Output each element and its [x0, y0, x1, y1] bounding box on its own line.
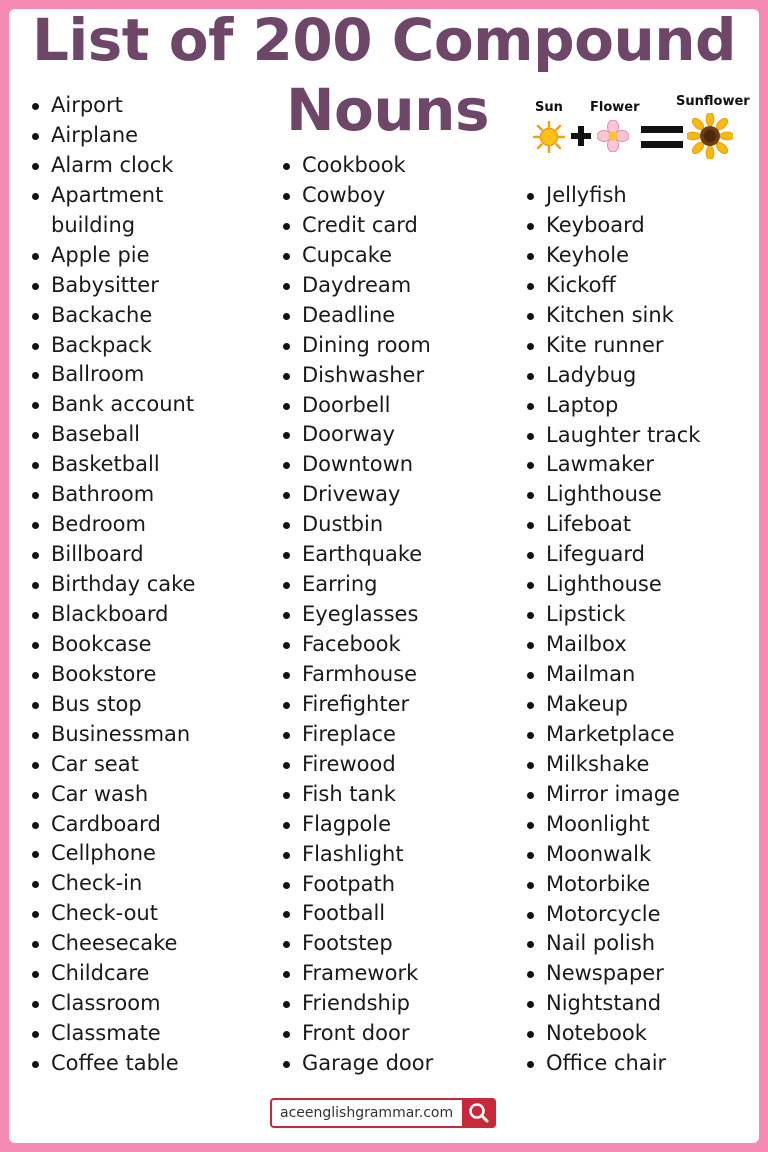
- equation-word-2: Flower: [590, 100, 640, 115]
- compound-noun-item: Dustbin: [280, 510, 433, 540]
- sun-icon: [533, 121, 565, 153]
- compound-noun-item: Lipstick: [524, 600, 700, 630]
- compound-noun-item: Front door: [280, 1019, 433, 1049]
- compound-noun-item: Kickoff: [524, 271, 700, 301]
- compound-noun-item: Motorbike: [524, 870, 700, 900]
- compound-noun-item: Friendship: [280, 989, 433, 1019]
- compound-noun-item: Cellphone: [29, 839, 195, 869]
- compound-noun-item: Bookstore: [29, 660, 195, 690]
- compound-noun-item: Nightstand: [524, 989, 700, 1019]
- compound-noun-item: Apple pie: [29, 241, 195, 271]
- website-search-bar: [270, 1098, 496, 1128]
- compound-noun-item: Keyboard: [524, 211, 700, 241]
- compound-noun-item: Framework: [280, 959, 433, 989]
- compound-noun-item: Credit card: [280, 211, 433, 241]
- compound-noun-item: Cowboy: [280, 181, 433, 211]
- search-button: [462, 1098, 496, 1128]
- compound-noun-item: Kitchen sink: [524, 301, 700, 331]
- compound-noun-item: Newspaper: [524, 959, 700, 989]
- compound-noun-item: Cupcake: [280, 241, 433, 271]
- compound-noun-item: Classroom: [29, 989, 195, 1019]
- compound-noun-item: Flagpole: [280, 810, 433, 840]
- compound-noun-item: Lighthouse: [524, 480, 700, 510]
- equals-icon: [640, 123, 684, 151]
- compound-noun-item: Makeup: [524, 690, 700, 720]
- compound-noun-item: Blackboard: [29, 600, 195, 630]
- compound-noun-item: Moonlight: [524, 810, 700, 840]
- compound-noun-item: Doorbell: [280, 391, 433, 421]
- compound-noun-item: Backache: [29, 301, 195, 331]
- compound-noun-item: Mailbox: [524, 630, 700, 660]
- compound-noun-item: Moonwalk: [524, 840, 700, 870]
- compound-noun-item: Cardboard: [29, 810, 195, 840]
- page-title-line-1: List of 200 Compound: [31, 6, 737, 74]
- compound-noun-item: Doorway: [280, 420, 433, 450]
- compound-noun-item: Laptop: [524, 391, 700, 421]
- compound-noun-item: Check-out: [29, 899, 195, 929]
- compound-noun-item: Lawmaker: [524, 450, 700, 480]
- equation-word-1: Sun: [535, 100, 563, 115]
- word-column-3: [524, 181, 700, 1079]
- compound-noun-item: Footpath: [280, 870, 433, 900]
- compound-noun-item: Coffee table: [29, 1049, 195, 1079]
- compound-noun-item: Firefighter: [280, 690, 433, 720]
- compound-noun-item: Apartment: [29, 181, 195, 211]
- compound-noun-item: Ladybug: [524, 361, 700, 391]
- flower-icon: [597, 120, 629, 152]
- compound-noun-item: Billboard: [29, 540, 195, 570]
- compound-noun-item: Check-in: [29, 869, 195, 899]
- compound-noun-item: Notebook: [524, 1019, 700, 1049]
- compound-noun-item: Birthday cake: [29, 570, 195, 600]
- search-icon: [462, 1098, 496, 1128]
- compound-noun-item: Garage door: [280, 1049, 433, 1079]
- compound-noun-item: Bathroom: [29, 480, 195, 510]
- plus-icon: [569, 124, 593, 148]
- compound-noun-item: Earring: [280, 570, 433, 600]
- compound-noun-item: Dining room: [280, 331, 433, 361]
- compound-noun-item: Cheesecake: [29, 929, 195, 959]
- compound-noun-item: Farmhouse: [280, 660, 433, 690]
- compound-noun-item: Basketball: [29, 450, 195, 480]
- compound-noun-item: Jellyfish: [524, 181, 700, 211]
- sunflower-icon: [687, 113, 733, 159]
- compound-noun-item: Bookcase: [29, 630, 195, 660]
- compound-noun-item: Cookbook: [280, 151, 433, 181]
- compound-noun-item: Classmate: [29, 1019, 195, 1049]
- compound-noun-item: Flashlight: [280, 840, 433, 870]
- compound-noun-item: Ballroom: [29, 360, 195, 390]
- compound-noun-item: Laughter track: [524, 421, 700, 451]
- word-column-2: [280, 151, 433, 1079]
- compound-noun-item: Airplane: [29, 121, 195, 151]
- equation-result: Sunflower: [676, 94, 750, 109]
- page-title-line-2: Nouns: [286, 76, 489, 144]
- compound-noun-item: Car seat: [29, 750, 195, 780]
- compound-noun-item: Businessman: [29, 720, 195, 750]
- compound-noun-item: Daydream: [280, 271, 433, 301]
- compound-noun-item: Facebook: [280, 630, 433, 660]
- compound-noun-item: Kite runner: [524, 331, 700, 361]
- compound-noun-item: building: [51, 212, 136, 237]
- compound-noun-item: Backpack: [29, 331, 195, 361]
- compound-noun-item: Fish tank: [280, 780, 433, 810]
- compound-noun-item: Dishwasher: [280, 361, 433, 391]
- word-column-1: [29, 91, 195, 1079]
- compound-noun-item: Lifeguard: [524, 540, 700, 570]
- compound-noun-item: Footstep: [280, 929, 433, 959]
- compound-noun-item: Fireplace: [280, 720, 433, 750]
- compound-noun-item: Deadline: [280, 301, 433, 331]
- compound-noun-item: Lighthouse: [524, 570, 700, 600]
- compound-noun-item: Bus stop: [29, 690, 195, 720]
- compound-noun-item: Alarm clock: [29, 151, 195, 181]
- compound-noun-item: Firewood: [280, 750, 433, 780]
- compound-noun-item: Eyeglasses: [280, 600, 433, 630]
- compound-noun-item: Keyhole: [524, 241, 700, 271]
- compound-noun-item: Football: [280, 899, 433, 929]
- compound-noun-item: Mirror image: [524, 780, 700, 810]
- compound-noun-item: Airport: [29, 91, 195, 121]
- compound-noun-item: Nail polish: [524, 929, 700, 959]
- compound-noun-item: Bedroom: [29, 510, 195, 540]
- compound-noun-item: Lifeboat: [524, 510, 700, 540]
- compound-noun-item: Bank account: [29, 390, 195, 420]
- compound-noun-item: Baseball: [29, 420, 195, 450]
- compound-noun-item: Motorcycle: [524, 900, 700, 930]
- compound-noun-item: Milkshake: [524, 750, 700, 780]
- compound-noun-item: Driveway: [280, 480, 433, 510]
- compound-noun-item: Mailman: [524, 660, 700, 690]
- compound-noun-item: Office chair: [524, 1049, 700, 1079]
- compound-noun-item: Downtown: [280, 450, 433, 480]
- compound-noun-item: Car wash: [29, 780, 195, 810]
- website-url: aceenglishgrammar.com: [280, 1105, 454, 1121]
- compound-noun-item: Marketplace: [524, 720, 700, 750]
- compound-noun-item: Childcare: [29, 959, 195, 989]
- compound-noun-item: Babysitter: [29, 271, 195, 301]
- compound-noun-item: Earthquake: [280, 540, 433, 570]
